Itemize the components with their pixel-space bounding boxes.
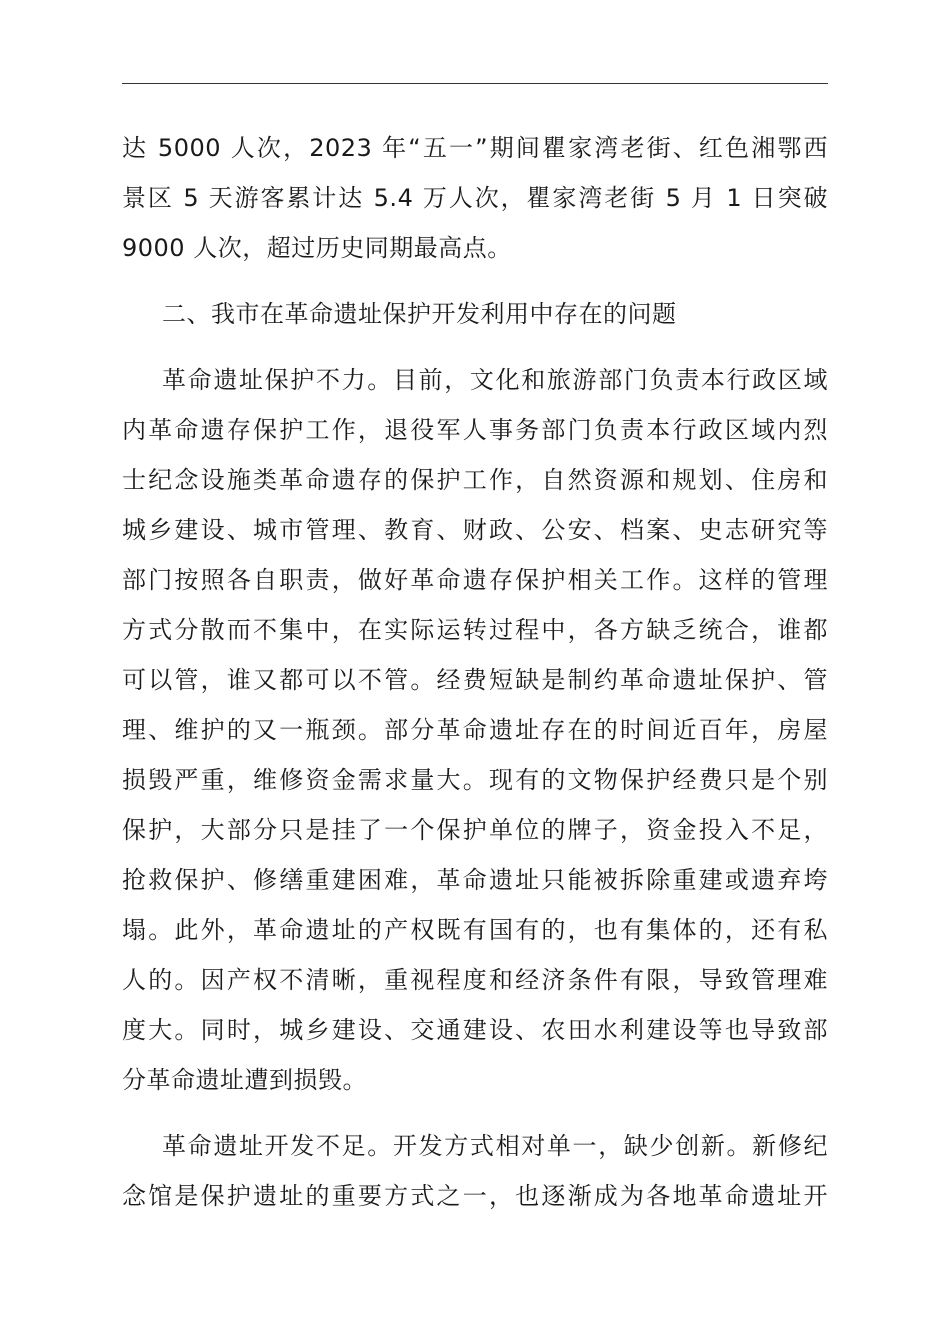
- text-line: 保护，大部分只是挂了一个保护单位的牌子，资金投入不足，: [122, 816, 828, 844]
- body-text: [122, 123, 828, 1221]
- text-line: 革命遗址开发不足。开发方式相对单一，缺少创新。新修纪: [162, 1132, 828, 1160]
- paragraph-protection-issues: [122, 355, 828, 1105]
- section-heading: [122, 289, 828, 339]
- text-line: 分革命遗址遭到损毁。: [122, 1066, 367, 1094]
- text-line: 人的。因产权不清晰，重视程度和经济条件有限，导致管理难: [122, 966, 828, 994]
- text-line: 方式分散而不集中，在实际运转过程中，各方缺乏统合，谁都: [122, 616, 828, 644]
- text-line: 城乡建设、城市管理、教育、财政、公安、档案、史志研究等: [122, 516, 828, 544]
- text-line: 革命遗址保护不力。目前，文化和旅游部门负责本行政区域: [162, 366, 828, 394]
- text-line: 塌。此外，革命遗址的产权既有国有的，也有集体的，还有私: [122, 916, 828, 944]
- paragraph-continuation: [122, 123, 828, 273]
- text-line: 损毁严重，维修资金需求量大。现有的文物保护经费只是个别: [122, 766, 828, 794]
- text-line: 度大。同时，城乡建设、交通建设、农田水利建设等也导致部: [122, 1016, 828, 1044]
- text-line: 可以管，谁又都可以不管。经费短缺是制约革命遗址保护、管: [122, 666, 828, 694]
- text-line: 达 5000 人次，2023 年“五一”期间瞿家湾老街、红色湘鄂西: [122, 134, 828, 162]
- text-line: 理、维护的又一瓶颈。部分革命遗址存在的时间近百年，房屋: [122, 716, 828, 744]
- text-line: 二、我市在革命遗址保护开发利用中存在的问题: [162, 300, 677, 328]
- text-line: 念馆是保护遗址的重要方式之一，也逐渐成为各地革命遗址开: [122, 1182, 828, 1210]
- text-line: 内革命遗存保护工作，退役军人事务部门负责本行政区域内烈: [122, 416, 828, 444]
- header-rule: [122, 83, 828, 84]
- text-line: 9000 人次，超过历史同期最高点。: [122, 234, 512, 262]
- text-line: 部门按照各自职责，做好革命遗存保护相关工作。这样的管理: [122, 566, 828, 594]
- paragraph-development-issues: [122, 1121, 828, 1221]
- text-line: 士纪念设施类革命遗存的保护工作，自然资源和规划、住房和: [122, 466, 828, 494]
- text-line: 景区 5 天游客累计达 5.4 万人次，瞿家湾老街 5 月 1 日突破: [122, 184, 828, 212]
- text-line: 抢救保护、修缮重建困难，革命遗址只能被拆除重建或遗弃垮: [122, 866, 828, 894]
